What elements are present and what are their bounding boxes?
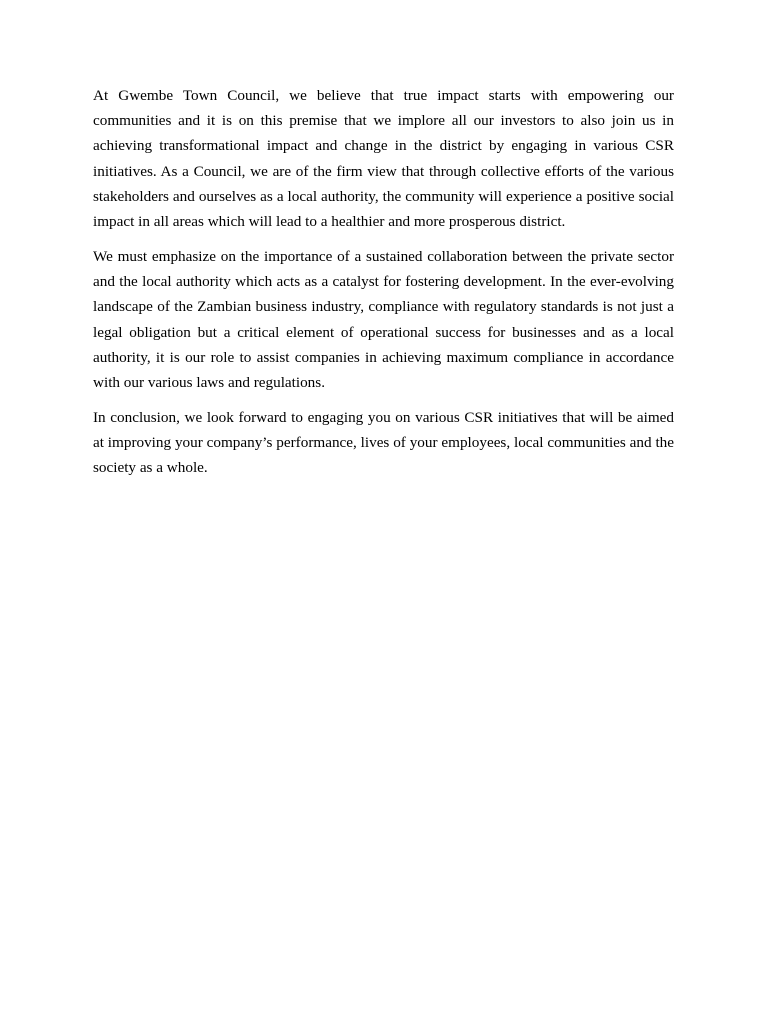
- paragraph-conclusion: In conclusion, we look forward to engaging you on various CSR initiatives that will be aimed at improving your company’s performance, lives of your employees, local communities and the society as a whole.: [93, 409, 674, 477]
- paragraph-collaboration: We must emphasize on the importance of a sustained collaboration between the private sector and the local authority which acts as a catalyst for fostering development. In the ever-evolving landscape of the Zambian business industry, compliance with regulatory standards is not just a legal obligation but a critical element of operational success for businesses and as a local authority, it is our role to assist companies in achieving maximum compliance in accordance with our various laws and regulations.: [93, 248, 674, 392]
- document-body: [93, 83, 674, 490]
- paragraph-commitment: At Gwembe Town Council, we believe that true impact starts with empowering our communities and it is on this premise that we implore all our investors to also join us in achieving transformational impact and change in the district by engaging in various CSR initiatives. As a Council, we are of the firm view that through collective efforts of the various stakeholders and ourselves as a local authority, the community will experience a positive social impact in all areas which will lead to a healthier and more prosperous district.: [93, 87, 674, 231]
